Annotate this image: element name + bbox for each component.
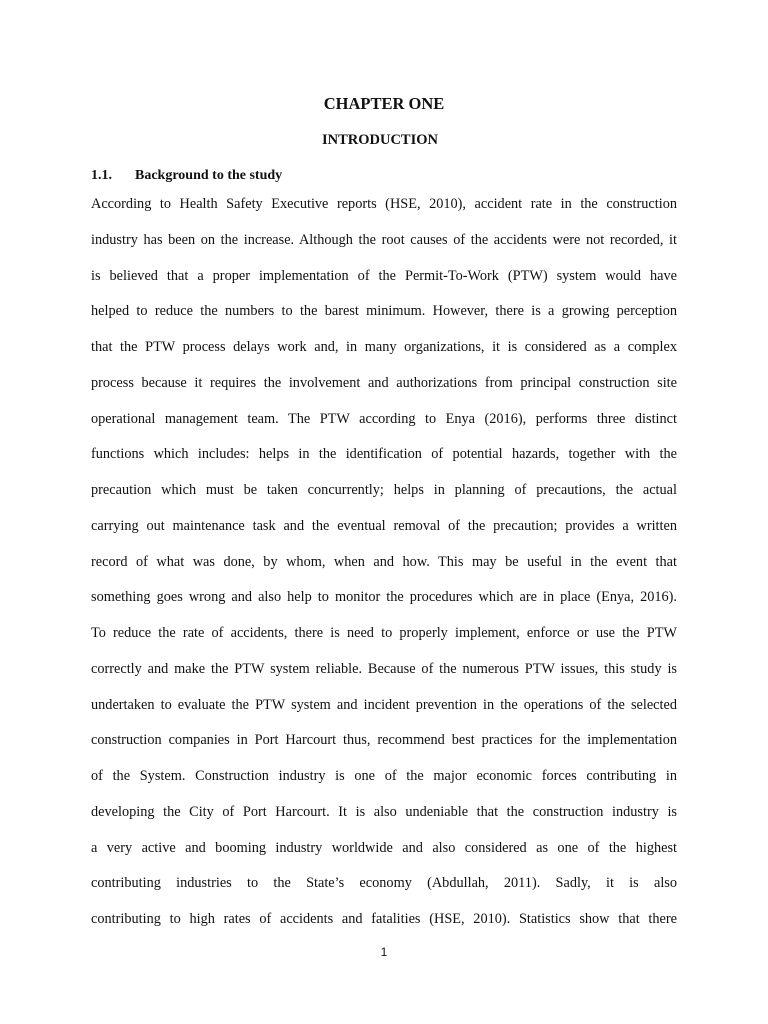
body-line: According to Health Safety Executive reports (HSE, 2010), accident rate in the construction — [91, 196, 677, 212]
page-number: 1 — [380, 945, 388, 959]
body-line: To reduce the rate of accidents, there is need to properly implement, enforce or use the PTW — [91, 625, 677, 641]
body-line: functions which includes: helps in the identification of potential hazards, together with the — [91, 446, 677, 463]
body-line: correctly and make the PTW system reliable. Because of the numerous PTW issues, this study is — [91, 660, 677, 677]
subsection-title: Background to the study — [135, 168, 283, 183]
body-line: something goes wrong and also help to monitor the procedures which are in place (Enya, 2016). — [91, 589, 677, 606]
body-line: contributing industries to the State’s economy (Abdullah, 2011). Sadly, it is also — [91, 875, 677, 892]
body-line: carrying out maintenance task and the eventual removal of the precaution; provides a written — [91, 517, 677, 534]
body-line: that the PTW process delays work and, in many organizations, it is considered as a complex — [91, 339, 677, 355]
body-line: helped to reduce the numbers to the barest minimum. However, there is a growing perception — [91, 303, 677, 320]
section-title: INTRODUCTION — [321, 132, 438, 148]
body-paragraph — [91, 193, 677, 944]
subsection-heading — [91, 166, 282, 186]
chapter-title: CHAPTER ONE — [323, 94, 445, 113]
body-line: precaution which must be taken concurrently; helps in planning of precautions, the actual — [91, 482, 677, 498]
body-line: construction companies in Port Harcourt thus, recommend best practices for the implementation — [91, 732, 677, 749]
body-line: is believed that a proper implementation of the Permit-To-Work (PTW) system would have — [91, 267, 677, 284]
body-line: a very active and booming industry worldwide and also considered as one of the highest — [91, 839, 677, 856]
body-line: operational management team. The PTW according to Enya (2016), performs three distinct — [91, 410, 677, 427]
body-line: developing the City of Port Harcourt. It is also undeniable that the construction industry is — [91, 803, 677, 820]
body-line: of the System. Construction industry is one of the major economic forces contributing in — [91, 768, 677, 784]
body-line: industry has been on the increase. Although the root causes of the accidents were not recorded, it — [91, 231, 677, 248]
subsection-number: 1.1. — [91, 168, 112, 183]
body-line: undertaken to evaluate the PTW system and incident prevention in the operations of the selected — [91, 696, 677, 713]
body-line: record of what was done, by whom, when and how. This may be useful in the event that — [91, 553, 677, 570]
body-line: process because it requires the involvement and authorizations from principal construction site — [91, 374, 677, 391]
body-line: contributing to high rates of accidents and fatalities (HSE, 2010). Statistics show that there — [91, 911, 677, 927]
